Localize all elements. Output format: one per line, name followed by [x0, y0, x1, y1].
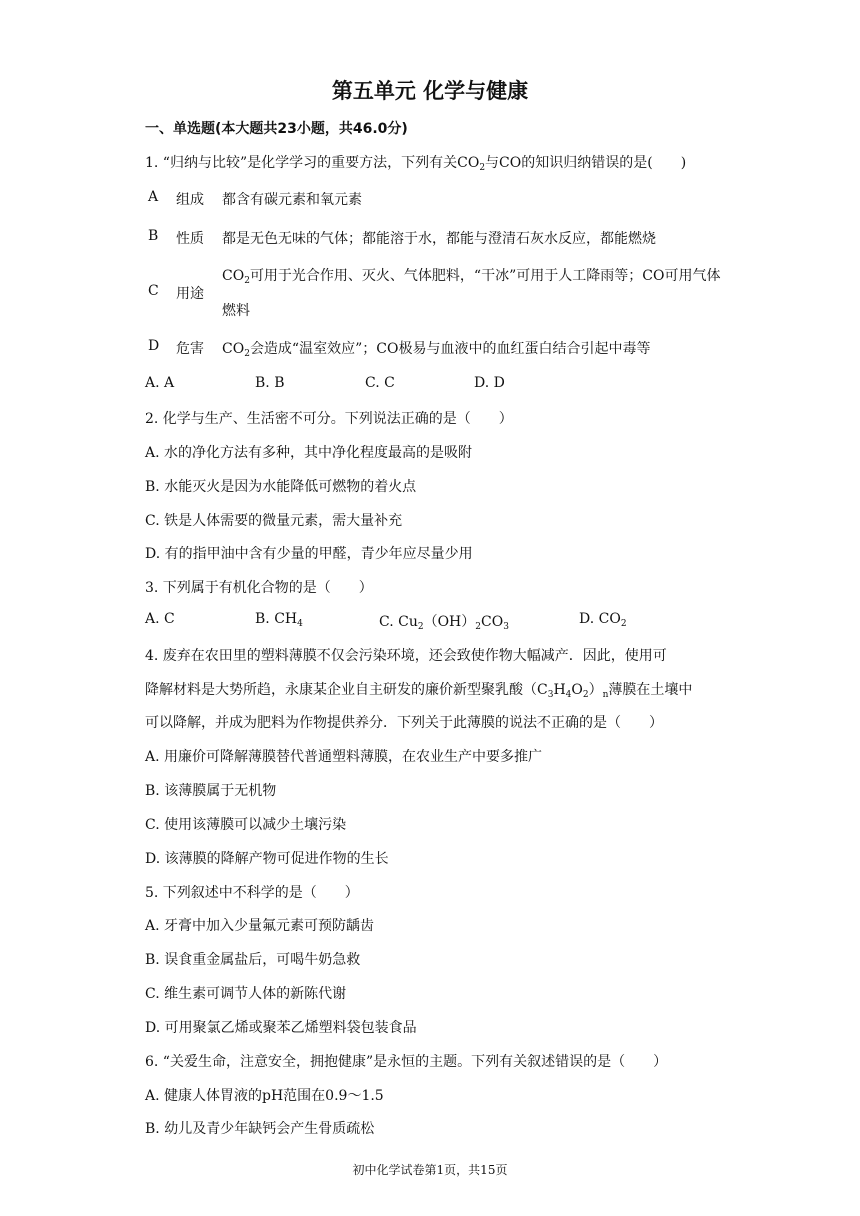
question-1-stem: 1. “归纳与比较”是化学学习的重要方法，下列有关$CO_2$与CO的知识归纳错误的是( ) — [145, 155, 687, 173]
question-6-option-b: B. 幼儿及青少年缺钙会产生骨质疏松 — [145, 1121, 375, 1137]
question-5-option-c: C. 维生素可调节人体的新陈代谢 — [145, 986, 347, 1002]
table-row-letter-c: C — [148, 283, 159, 299]
question-3-option-c: C. $Cu_2(OH)_2CO_3$ — [379, 614, 509, 632]
question-4-stem-line1: 4. 废弃在农田里的塑料薄膜不仅会污染环境，还会致使作物大幅减产．因此，使用可 — [145, 648, 667, 664]
question-4-option-d: D. 该薄膜的降解产物可促进作物的生长 — [145, 851, 389, 867]
question-4-option-a: A. 用廉价可降解薄膜替代普通塑料薄膜，在农业生产中要多推广 — [145, 749, 543, 765]
question-2-option-a: A. 水的净化方法有多种，其中净化程度最高的是吸附 — [145, 445, 473, 461]
table-row-value-a: 都含有碳元素和氧元素 — [222, 192, 362, 208]
question-4-stem-line3: 可以降解，并成为肥料为作物提供养分．下列关于此薄膜的说法不正确的是（ ） — [145, 715, 663, 731]
table-row-value-d: $CO_2$会造成“温室效应”；CO极易与血液中的血红蛋白结合引起中毒等 — [222, 341, 651, 359]
question-4-option-c: C. 使用该薄膜可以减少土壤污染 — [145, 817, 347, 833]
question-5-option-a: A. 牙膏中加入少量氟元素可预防龋齿 — [145, 918, 375, 934]
table-row-letter-b: B — [148, 228, 159, 244]
question-5-option-d: D. 可用聚氯乙烯或聚苯乙烯塑料袋包装食品 — [145, 1020, 417, 1036]
question-1-option-a: A. A — [145, 375, 175, 391]
question-2-option-c: C. 铁是人体需要的微量元素，需大量补充 — [145, 513, 403, 529]
question-6-stem: 6. “关爱生命，注意安全，拥抱健康”是永恒的主题。下列有关叙述错误的是（ ） — [145, 1054, 668, 1070]
table-row-value-c-line1: $CO_2$可用于光合作用、灭火、气体肥料，“干冰”可用于人工降雨等；CO可用气体 — [222, 268, 721, 286]
question-4-option-b: B. 该薄膜属于无机物 — [145, 783, 277, 799]
question-5-option-b: B. 误食重金属盐后，可喝牛奶急救 — [145, 952, 361, 968]
question-4-stem-line2: 降解材料是大势所趋，永康某企业自主研发的廉价新型聚乳酸$(C_3H_4O_2)_n$薄膜在土壤中 — [145, 682, 693, 700]
table-row-key-d: 危害 — [176, 341, 204, 357]
table-row-key-a: 组成 — [176, 192, 204, 208]
question-1-option-d: D. D — [474, 375, 505, 391]
section-heading: 一、单选题(本大题共23小题，共46.0分) — [145, 121, 408, 137]
question-3-option-a: A. C — [145, 611, 175, 627]
page-footer: 初中化学试卷第1页，共15页 — [352, 1163, 508, 1177]
table-row-key-b: 性质 — [176, 231, 204, 247]
question-3-option-d: D. $CO_2$ — [579, 611, 627, 629]
question-1-option-b: B. B — [255, 375, 285, 391]
question-2-option-b: B. 水能灭火是因为水能降低可燃物的着火点 — [145, 479, 417, 495]
question-2-stem: 2. 化学与生产、生活密不可分。下列说法正确的是（ ） — [145, 411, 513, 427]
question-2-option-d: D. 有的指甲油中含有少量的甲醛，青少年应尽量少用 — [145, 546, 473, 562]
question-3-option-b: B. $CH_4$ — [255, 611, 303, 629]
table-row-value-b: 都是无色无味的气体；都能溶于水，都能与澄清石灰水反应，都能燃烧 — [222, 231, 656, 247]
question-1-option-c: C. C — [365, 375, 395, 391]
question-5-stem: 5. 下列叙述中不科学的是（ ） — [145, 885, 359, 901]
table-row-letter-d: D — [148, 338, 160, 354]
question-6-option-a: A. 健康人体胃液的pH范围在0.9～1.5 — [145, 1088, 384, 1104]
table-row-value-c-line2: 燃料 — [222, 303, 250, 319]
table-row-letter-a: A — [148, 189, 159, 205]
table-row-key-c: 用途 — [176, 286, 204, 302]
question-3-stem: 3. 下列属于有机化合物的是（ ） — [145, 580, 373, 596]
page-title: 第五单元 化学与健康 — [331, 79, 529, 103]
